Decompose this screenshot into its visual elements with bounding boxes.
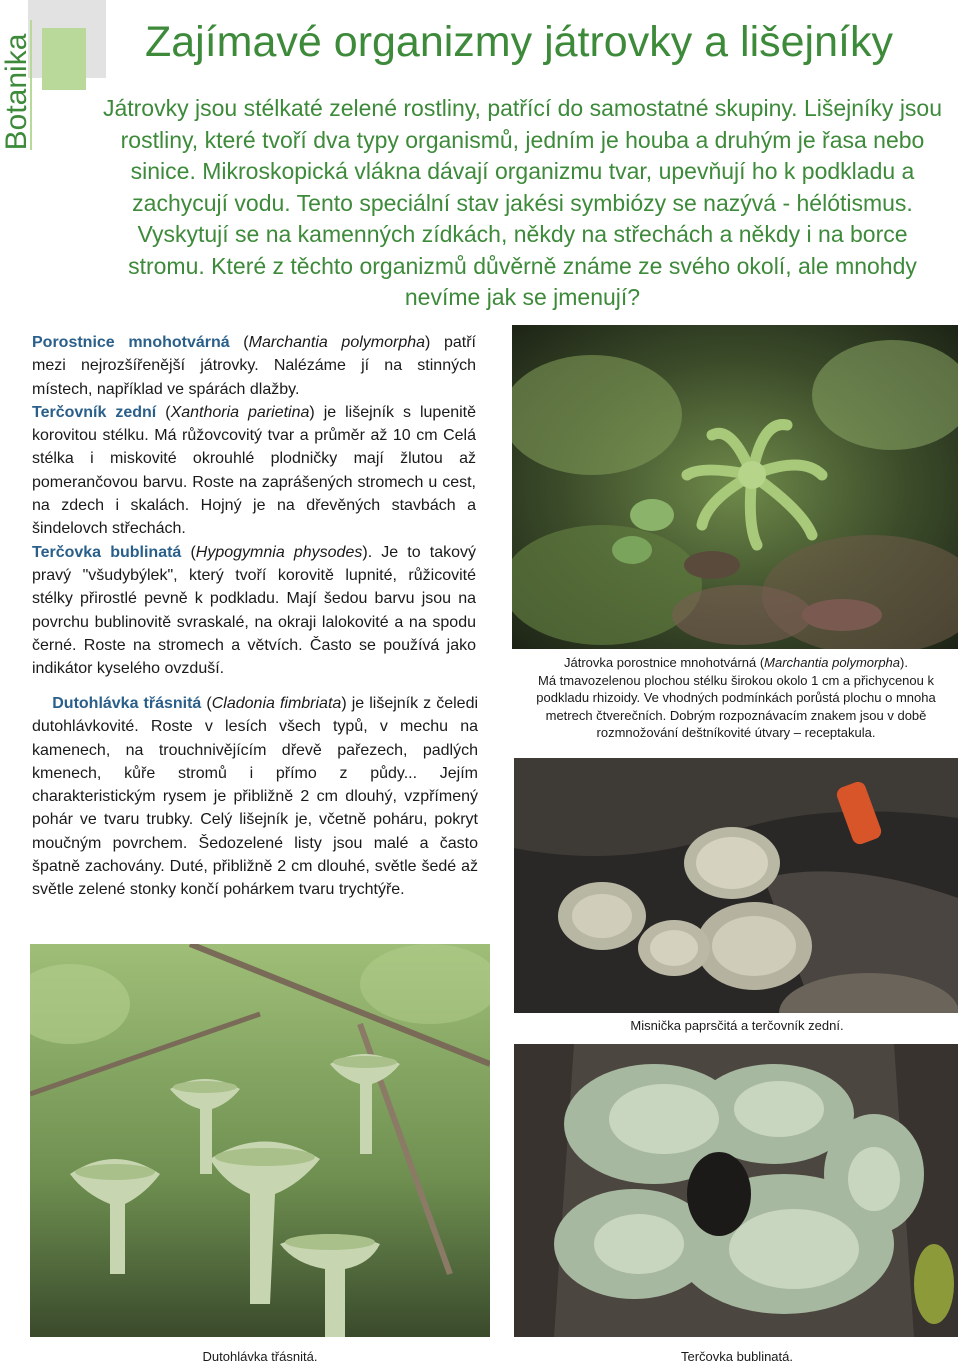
caption-photo-lichen-rock: Misnička paprsčitá a terčovník zední. [630,1018,844,1033]
article-hypogymnia: Terčovka bublinatá (Hypogymnia physodes). Je to takový pravý "všudybýlek", který tvoří korovitě lupnité, růžicovité stélky přirostlé pevně k podkladu. Mají šedou barvu jsou na povrchu bublinovitě svraskalé, na okraji lalokovité a na spodu černé. Roste na stromech a větvích. Často se používá jako indikátor kyselého ovzduší. [32,543,477,678]
caption-photo-cladonia: Dutohlávka třásnitá. [202,1349,318,1364]
photo-marchantia [512,325,958,649]
photo-lichen-rock [514,758,958,1013]
article-text: . Je to takový pravý "všudybýlek", který tvoří korovitě lupnité, růžicovité stélky přirostlé pevně k podkladu. Mají šedou barvu jsou na povrchu bublinovitě svraskalé, na okraji lalokovité a na spodu černé. Roste na stromech a větvích. Často se používá jako indikátor kyselého ovzduší. [32,543,477,678]
article-title: Terčovník zední [32,403,157,421]
article-title: Porostnice mnohotvárná [32,334,230,351]
caption-photo-marchantia [512,654,960,742]
article-text: patří mezi nejrozšířenější játrovky. Nalézáme jí na stinných místech, například ve spárách dlažby. [32,334,477,398]
caption-text: ). [900,655,908,670]
caption-text: Má tmavozelenou plochou stélku širokou okolo 1 cm a přichycenou k podkladu rhizoidy. Ve vhodných podmínkách porůstá plochu o mnoha metrech čtverečních. Dobrým rozpoznávacím znakem jsou v době rozmnožování deštníkovité útvary – receptakula. [536,672,936,740]
article-marchantia: Porostnice mnohotvárná (Marchantia polymorpha) patří mezi nejrozšířenější játrovky. Nalézáme jí na stinných místech, například ve spárách dlažby. [32,334,477,398]
decor-square-green [42,28,86,90]
latin-name: Hypogymnia physodes [195,543,363,561]
article-cladonia: Dutohlávka třásnitá (Cladonia fimbriata) je lišejník z čeledi dutohlávkovité. Roste v lesích všech typů, v mechu na kamenech, na trouchnivějícím dřevě pařezech, padlých kmenech, kůře stromů i přímo z půdy... Jejím charakteristickým rysem je přibližně 2 cm dlouhý, vzpřímený pohár ve tvaru trubky. Celý lišejník je, včetně poháru, pokryt moučným povrchem. Šedozelené listy jsou malé a často špatně zachovány. Duté, přibližně 2 cm dlouhé, světle šedé až světle zelené stonky končí pohárkem tvaru trychtýře. [32,695,479,899]
article-column-top [32,331,476,680]
article-title: Dutohlávka třásnitá [52,695,202,712]
latin-name: Xanthoria parietina [170,403,310,421]
page-title: Zajímavé organizmy játrovky a lišejníky [145,18,893,66]
photo-hypogymnia [514,1044,958,1337]
article-text: je lišejník z čeledi dutohlávkovité. Roste v lesích všech typů, v mechu na kamenech, na trouchnivějícím dřevě pařezech, padlých kmenech, kůře stromů i přímo z půdy... Jejím charakteristickým rysem je přibližně 2 cm dlouhý, vzpřímený pohár ve tvaru trubky. Celý lišejník je, včetně poháru, pokryt moučným povrchem. Šedozelené listy jsou malé a často špatně zachovány. Duté, přibližně 2 cm dlouhé, světle šedé až světle zelené stonky končí pohárkem tvaru trychtýře. [32,695,479,899]
latin-name: Marchantia polymorpha [248,334,426,351]
article-title: Terčovka bublinatá [32,543,182,561]
article-text: je lišejník s lupenitě korovitou stélku. Má růžovcovitý tvar a průměr až 10 cm Celá stélka i miskovité okrouhlé plodničky mají žlutou až pomerančovou barvu. Roste na zaprášených stromech u cest, na zdech i skalách. Hojný je na dřevěných stavbách a šindelovch střechách. [32,403,477,538]
caption-photo-hypogymnia: Terčovka bublinatá. [680,1349,793,1364]
section-label: Botanika [0,33,33,151]
caption-text: Játrovka porostnice mnohotvárná ( [564,655,765,670]
latin-name: Cladonia fimbriata [211,695,342,712]
article-column-bottom [32,692,478,902]
latin-name: Marchantia polymorpha [764,655,901,670]
intro-paragraph: Játrovky jsou stélkaté zelené rostliny, patřící do samostatné skupiny. Lišejníky jsou rostliny, které tvoří dva typy organismů, jedním je houba a druhým je řasa nebo sinice. Mikroskopická vlákna dávají organizmu tvar, upevňují ho k podkladu a zachycují vodu. Tento speciální stav jakési symbiózy se nazývá - hélótismus. Vyskytují se na kamenných zídkách, někdy na střechách a někdy i na borce stromu. Které z těchto organizmů důvěrně známe ze svého okolí, ale mnohdy nevíme jak se jmenují? [102,95,943,310]
photo-cladonia [30,944,490,1337]
article-xanthoria: Terčovník zední (Xanthoria parietina) je lišejník s lupenitě korovitou stélku. Má růžovcovitý tvar a průměr až 10 cm Celá stélka i miskovité okrouhlé plodničky mají žlutou až pomerančovou barvu. Roste na zaprášených stromech u cest, na zdech i skalách. Hojný je na dřevěných stavbách a šindelovch střechách. [32,403,477,538]
